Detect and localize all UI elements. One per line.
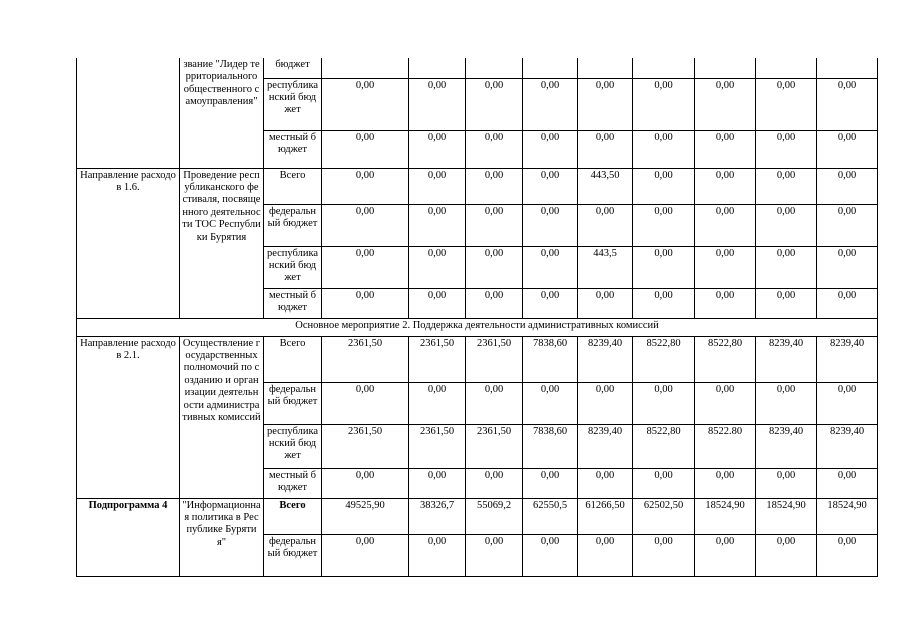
value-cell: 62502,50: [633, 498, 695, 534]
value-cell: 8239,40: [756, 336, 817, 382]
value-cell: 0,00: [322, 382, 409, 424]
value-cell: 0,00: [466, 468, 523, 498]
value-cell: [695, 58, 756, 78]
value-cell: 0,00: [633, 130, 695, 168]
value-cell: 2361,50: [409, 424, 466, 468]
value-cell: 0,00: [322, 168, 409, 204]
value-cell: 62550,5: [523, 498, 578, 534]
value-cell: 18524,90: [695, 498, 756, 534]
budget-type: федеральный бюджет: [264, 534, 322, 576]
value-cell: 443,50: [578, 168, 633, 204]
value-cell: 0,00: [695, 246, 756, 288]
value-cell: 8239,40: [817, 336, 878, 382]
value-cell: 0,00: [817, 204, 878, 246]
value-cell: 2361,50: [466, 336, 523, 382]
budget-type: Всего: [264, 336, 322, 382]
value-cell: 0,00: [523, 534, 578, 576]
row-description: "Информационная политика в Республике Бурятия": [180, 498, 264, 576]
value-cell: 0,00: [756, 130, 817, 168]
value-cell: 0,00: [695, 130, 756, 168]
value-cell: 0,00: [523, 130, 578, 168]
value-cell: 0,00: [633, 168, 695, 204]
budget-type: федеральный бюджет: [264, 382, 322, 424]
value-cell: 0,00: [695, 534, 756, 576]
value-cell: 0,00: [578, 78, 633, 130]
section-title: Основное мероприятие 2. Поддержка деятельности административных комиссий: [77, 318, 878, 336]
budget-type: федеральный бюджет: [264, 204, 322, 246]
value-cell: 0,00: [756, 288, 817, 318]
value-cell: 0,00: [409, 246, 466, 288]
budget-type: Всего: [264, 168, 322, 204]
value-cell: 0,00: [817, 246, 878, 288]
value-cell: 0,00: [523, 382, 578, 424]
value-cell: 0,00: [322, 288, 409, 318]
value-cell: 0,00: [695, 468, 756, 498]
value-cell: 0,00: [817, 534, 878, 576]
value-cell: 0,00: [695, 382, 756, 424]
budget-type: республиканский бюджет: [264, 78, 322, 130]
value-cell: 0,00: [633, 534, 695, 576]
value-cell: 18524,90: [817, 498, 878, 534]
value-cell: 0,00: [409, 78, 466, 130]
value-cell: 0,00: [466, 246, 523, 288]
value-cell: 0,00: [466, 382, 523, 424]
row-label: Подпрограмма 4: [77, 498, 180, 576]
value-cell: 7838,60: [523, 336, 578, 382]
row-label: Направление расходов 1.6.: [77, 168, 180, 318]
value-cell: 0,00: [756, 246, 817, 288]
value-cell: 55069,2: [466, 498, 523, 534]
value-cell: 0,00: [409, 534, 466, 576]
value-cell: 0,00: [695, 288, 756, 318]
value-cell: [817, 58, 878, 78]
value-cell: 2361,50: [322, 336, 409, 382]
value-cell: 2361,50: [409, 336, 466, 382]
value-cell: 0,00: [578, 288, 633, 318]
value-cell: 8239,40: [756, 424, 817, 468]
value-cell: 0,00: [466, 78, 523, 130]
budget-type: местный бюджет: [264, 130, 322, 168]
value-cell: 0,00: [322, 468, 409, 498]
value-cell: 0,00: [633, 468, 695, 498]
row-description: звание "Лидер территориального общественного самоуправления": [180, 58, 264, 168]
value-cell: 0,00: [322, 534, 409, 576]
value-cell: [322, 58, 409, 78]
value-cell: 0,00: [817, 168, 878, 204]
value-cell: 0,00: [409, 204, 466, 246]
value-cell: 0,00: [409, 168, 466, 204]
budget-type: бюджет: [264, 58, 322, 78]
value-cell: 0,00: [523, 288, 578, 318]
value-cell: 0,00: [322, 246, 409, 288]
value-cell: 0,00: [523, 468, 578, 498]
value-cell: 0,00: [633, 246, 695, 288]
value-cell: 0,00: [466, 168, 523, 204]
value-cell: 0,00: [756, 78, 817, 130]
table-row: [77, 168, 878, 204]
value-cell: 8522.80: [695, 424, 756, 468]
value-cell: 0,00: [695, 168, 756, 204]
value-cell: 0,00: [523, 78, 578, 130]
value-cell: 0,00: [409, 288, 466, 318]
value-cell: 49525,90: [322, 498, 409, 534]
value-cell: 0,00: [578, 468, 633, 498]
value-cell: 0,00: [578, 534, 633, 576]
budget-type: республиканский бюджет: [264, 246, 322, 288]
value-cell: 0,00: [578, 204, 633, 246]
table-row: [77, 498, 878, 534]
value-cell: [466, 58, 523, 78]
value-cell: 0,00: [756, 468, 817, 498]
value-cell: 0,00: [756, 204, 817, 246]
budget-type: Всего: [264, 498, 322, 534]
section-row: [77, 318, 878, 336]
value-cell: 0,00: [633, 204, 695, 246]
value-cell: [578, 58, 633, 78]
value-cell: 0,00: [523, 168, 578, 204]
row-label: [77, 58, 180, 168]
value-cell: 0,00: [756, 382, 817, 424]
value-cell: 0,00: [466, 204, 523, 246]
value-cell: 0,00: [409, 468, 466, 498]
value-cell: [756, 58, 817, 78]
value-cell: [523, 58, 578, 78]
value-cell: 0,00: [756, 534, 817, 576]
budget-type: местный бюджет: [264, 288, 322, 318]
value-cell: 8522,80: [633, 336, 695, 382]
value-cell: 18524,90: [756, 498, 817, 534]
value-cell: [409, 58, 466, 78]
value-cell: 0,00: [817, 288, 878, 318]
value-cell: 0,00: [466, 288, 523, 318]
value-cell: 8239,40: [578, 424, 633, 468]
value-cell: 2361,50: [322, 424, 409, 468]
value-cell: 7838,60: [523, 424, 578, 468]
value-cell: 0,00: [695, 78, 756, 130]
value-cell: 8239,40: [817, 424, 878, 468]
value-cell: 0,00: [817, 468, 878, 498]
value-cell: 0,00: [633, 382, 695, 424]
budget-type: республиканский бюджет: [264, 424, 322, 468]
value-cell: 0,00: [756, 168, 817, 204]
row-label: Направление расходов 2.1.: [77, 336, 180, 498]
value-cell: [633, 58, 695, 78]
value-cell: 0,00: [523, 246, 578, 288]
value-cell: 0,00: [409, 382, 466, 424]
value-cell: 0,00: [578, 382, 633, 424]
value-cell: 8239,40: [578, 336, 633, 382]
budget-type: местный бюджет: [264, 468, 322, 498]
value-cell: 0,00: [409, 130, 466, 168]
value-cell: 0,00: [466, 130, 523, 168]
value-cell: 0,00: [817, 130, 878, 168]
value-cell: 0,00: [633, 78, 695, 130]
value-cell: 2361,50: [466, 424, 523, 468]
budget-table: [76, 58, 878, 577]
value-cell: 0,00: [578, 130, 633, 168]
value-cell: 0,00: [817, 78, 878, 130]
value-cell: 0,00: [817, 382, 878, 424]
value-cell: 38326,7: [409, 498, 466, 534]
value-cell: 443,5: [578, 246, 633, 288]
table-row: [77, 336, 878, 382]
value-cell: 8522,80: [633, 424, 695, 468]
value-cell: 8522,80: [695, 336, 756, 382]
table-row: [77, 58, 878, 78]
value-cell: 0,00: [466, 534, 523, 576]
value-cell: 0,00: [322, 204, 409, 246]
row-description: Осуществление государственных полномочий по созданию и организации деятельности административных комиссий: [180, 336, 264, 498]
row-description: Проведение республиканского фестиваля, посвященного деятельности ТОС Республики Бурятия: [180, 168, 264, 318]
value-cell: 0,00: [523, 204, 578, 246]
value-cell: 0,00: [322, 130, 409, 168]
value-cell: 0,00: [633, 288, 695, 318]
value-cell: 0,00: [695, 204, 756, 246]
value-cell: 61266,50: [578, 498, 633, 534]
value-cell: 0,00: [322, 78, 409, 130]
